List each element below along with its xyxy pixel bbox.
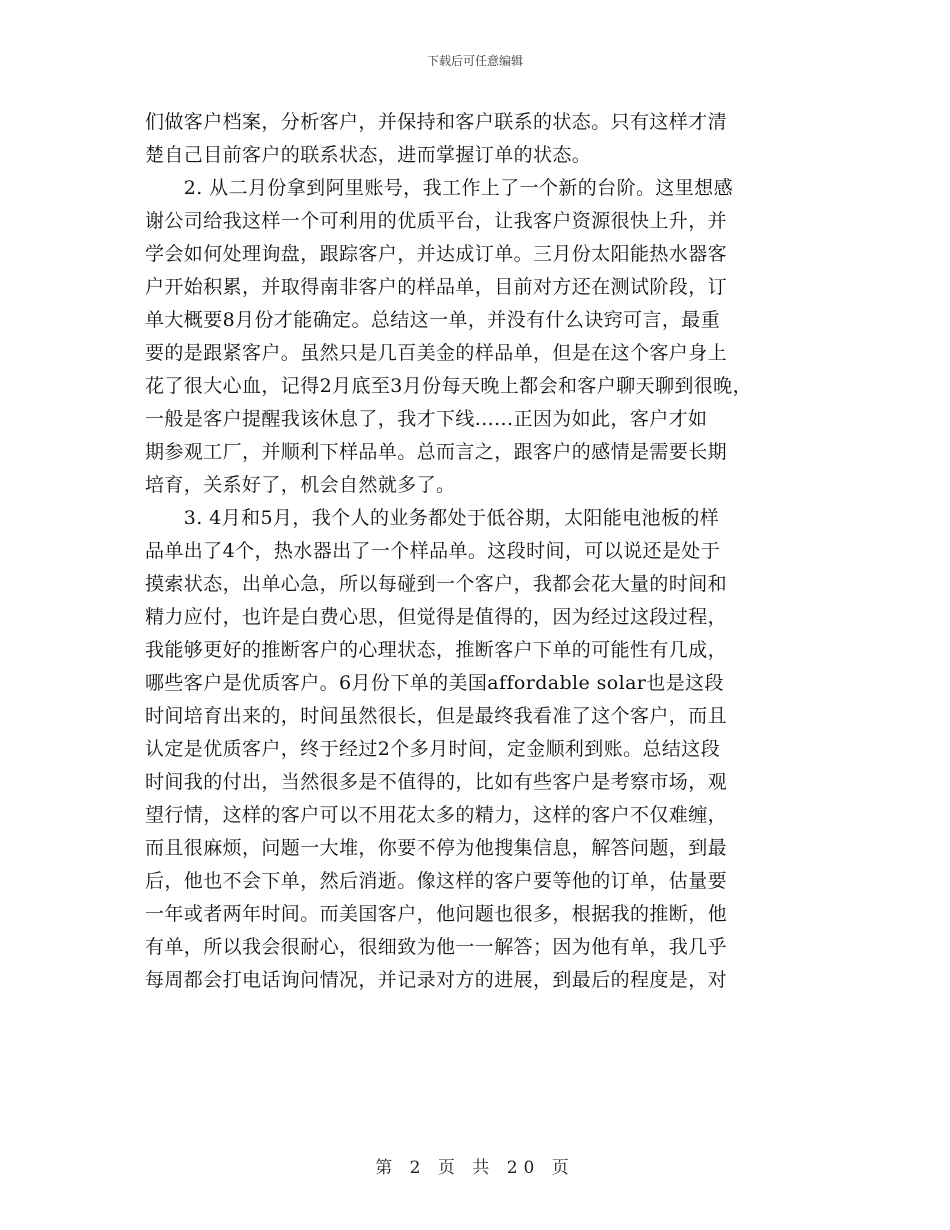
- text-line: 单大概要8月份才能确定。总结这一单，并没有什么诀窍可言，最重: [145, 309, 721, 331]
- text-line: 谢公司给我这样一个可利用的优质平台，让我客户资源很快上升，并: [145, 210, 728, 232]
- text-line: 而且很麻烦，问题一大堆，你要不停为他搜集信息，解答问题，到最: [145, 837, 728, 859]
- text-line: 时间培育出来的，时间虽然很长，但是最终我看准了这个客户，而且: [145, 705, 728, 727]
- text-line: 后，他也不会下单，然后消逝。像这样的客户要等他的订单，估量要: [145, 870, 728, 892]
- text-line: 精力应付，也许是白费心思，但觉得是值得的，因为经过这段过程，: [145, 606, 728, 628]
- document-body: [145, 106, 835, 997]
- text-line: 有单，所以我会很耐心，很细致为他一一解答；因为他有单，我几乎: [145, 936, 728, 958]
- text-line: 我能够更好的推断客户的心理状态，推断客户下单的可能性有几成，: [145, 639, 728, 661]
- text-line: 时间我的付出，当然很多是不值得的，比如有些客户是考察市场，观: [145, 771, 728, 793]
- text-line: 期参观工厂，并顺利下样品单。总而言之，跟客户的感情是需要长期: [145, 441, 728, 463]
- page-header: 下载后可任意编辑: [426, 54, 523, 68]
- text-line: 一年或者两年时间。而美国客户，他问题也很多，根据我的推断，他: [145, 903, 728, 925]
- text-line: 要的是跟紧客户。虽然只是几百美金的样品单，但是在这个客户身上: [145, 342, 728, 364]
- text-line: 培育，关系好了，机会自然就多了。: [145, 474, 456, 496]
- text-line: 们做客户档案，分析客户，并保持和客户联系的状态。只有这样才清: [145, 111, 728, 133]
- text-line: 望行情，这样的客户可以不用花太多的精力，这样的客户不仅难缠，: [145, 804, 728, 826]
- text-line: 2. 从二月份拿到阿里账号，我工作上了一个新的台阶。这里想感: [145, 177, 733, 199]
- text-line: 户开始积累，并取得南非客户的样品单，目前对方还在测试阶段，订: [145, 276, 728, 298]
- text-line: 哪些客户是优质客户。6月份下单的美国affordable solar也是这段: [145, 672, 724, 694]
- page-number: 第 2 页 共 20 页: [375, 1158, 575, 1178]
- text-line: 学会如何处理询盘，跟踪客户，并达成订单。三月份太阳能热水器客: [145, 243, 728, 265]
- text-line: 一般是客户提醒我该休息了，我才下线......正因为如此，客户才如: [145, 408, 708, 430]
- text-line: 楚自己目前客户的联系状态，进而掌握订单的状态。: [145, 144, 592, 166]
- text-line: 认定是优质客户，终于经过2个多月时间，定金顺利到账。总结这段: [145, 738, 721, 760]
- text-line: 每周都会打电话询问情况，并记录对方的进展，到最后的程度是，对: [145, 969, 728, 991]
- text-line: 花了很大心血，记得2月底至3月份每天晚上都会和客户聊天聊到很晚，: [145, 375, 752, 397]
- text-line: 品单出了4个，热水器出了一个样品单。这段时间，可以说还是处于: [145, 540, 721, 562]
- text-line: 摸索状态，出单心急，所以每碰到一个客户，我都会花大量的时间和: [145, 573, 728, 595]
- text-line: 3. 4月和5月，我个人的业务都处于低谷期，太阳能电池板的样: [145, 507, 720, 529]
